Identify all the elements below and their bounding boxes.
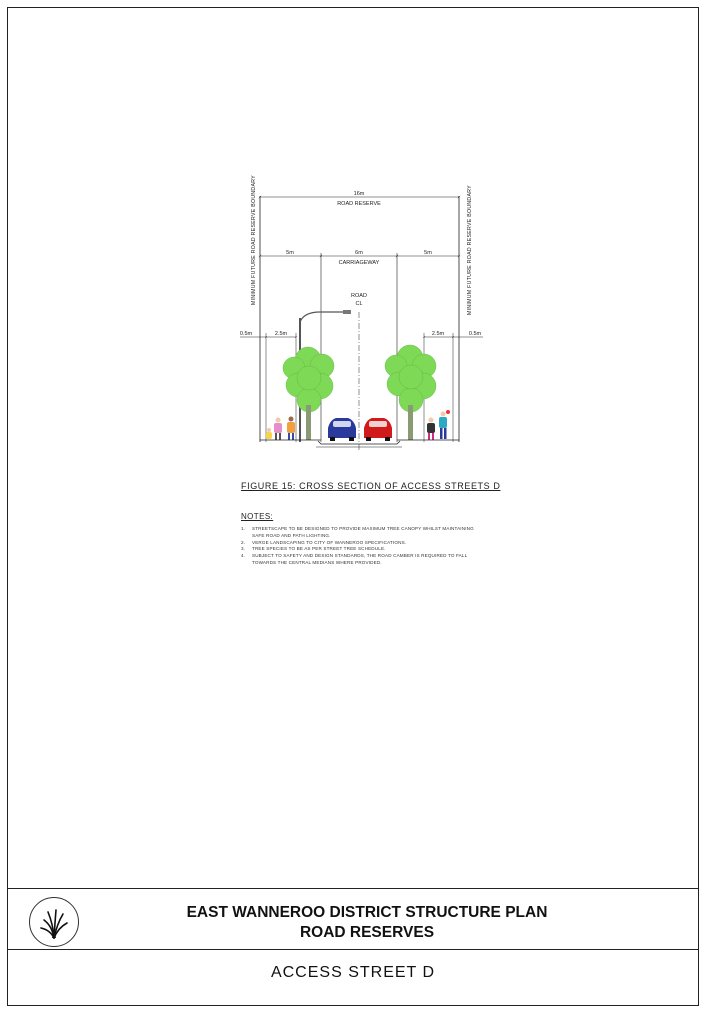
carriageway-width-label: 6m [355,250,363,256]
road-surface [260,440,459,447]
path-right-label: 2.5m [431,331,445,337]
verge-right-width-label: 5m [424,250,432,256]
offset-left-label: 0.5m [239,331,253,337]
note-item [241,546,481,553]
figure-caption: FIGURE 15: CROSS SECTION OF ACCESS STREETS D [241,481,501,491]
offset-right-label: 0.5m [468,331,482,337]
carriageway-label: CARRIAGEWAY [338,260,380,266]
note-text: SUBJECT TO SAFETY AND DESIGN STANDARDS, THE ROAD CAMBER IS REQUIRED TO FALL TOWARDS THE CENTRAL MEDIANS WHERE PROVIDED. [252,553,468,565]
title-divider [7,949,699,950]
road-reserve-label: ROAD RESERVE [337,201,381,207]
plan-title [157,903,577,943]
centreline-label-cl: CL [355,301,363,307]
sheet-title: ACCESS STREET D [270,964,436,981]
path-left-label: 2.5m [274,331,288,337]
note-number: 4. [241,553,246,559]
title-block [7,888,699,1006]
left-boundary-label: MINIMUM FUTURE ROAD RESERVE BOUNDARY [251,175,257,305]
note-item [241,553,481,567]
note-text: VERGE LANDSCAPING TO CITY OF WANNEROO SPECIFICATIONS. [252,539,407,545]
note-number: 1. [241,526,246,531]
note-number: 3. [241,546,246,552]
note-text: STREETSCAPE TO BE DESIGNED TO PROVIDE MAXIMUM TREE CANOPY WHILST MAINTAINING SAFE ROAD AND PATH LIGHTING. [252,526,474,538]
plan-title-line2: ROAD RESERVES [299,924,435,941]
road-reserve-width-label: 16m [353,191,365,197]
centreline-label-road: ROAD [351,293,367,299]
logo-icon [29,897,79,947]
notes-heading: NOTES: [241,512,274,521]
note-number: 2. [241,539,246,545]
pedestrians-right-icon [427,410,450,440]
notes-list [241,526,481,567]
note-item [241,526,481,540]
verge-left-width-label: 5m [286,250,294,256]
note-item [241,540,481,547]
pedestrians-left-icon [266,417,295,441]
car-blue-icon [328,418,356,441]
car-red-icon [364,418,392,441]
note-text: TREE SPECIES TO BE AS PER STREET TREE SCHEDULE. [252,546,386,552]
plan-title-line1: EAST WANNEROO DISTRICT STRUCTURE PLAN [186,904,548,921]
right-boundary-label: MINIMUM FUTURE ROAD RESERVE BOUNDARY [467,185,473,315]
